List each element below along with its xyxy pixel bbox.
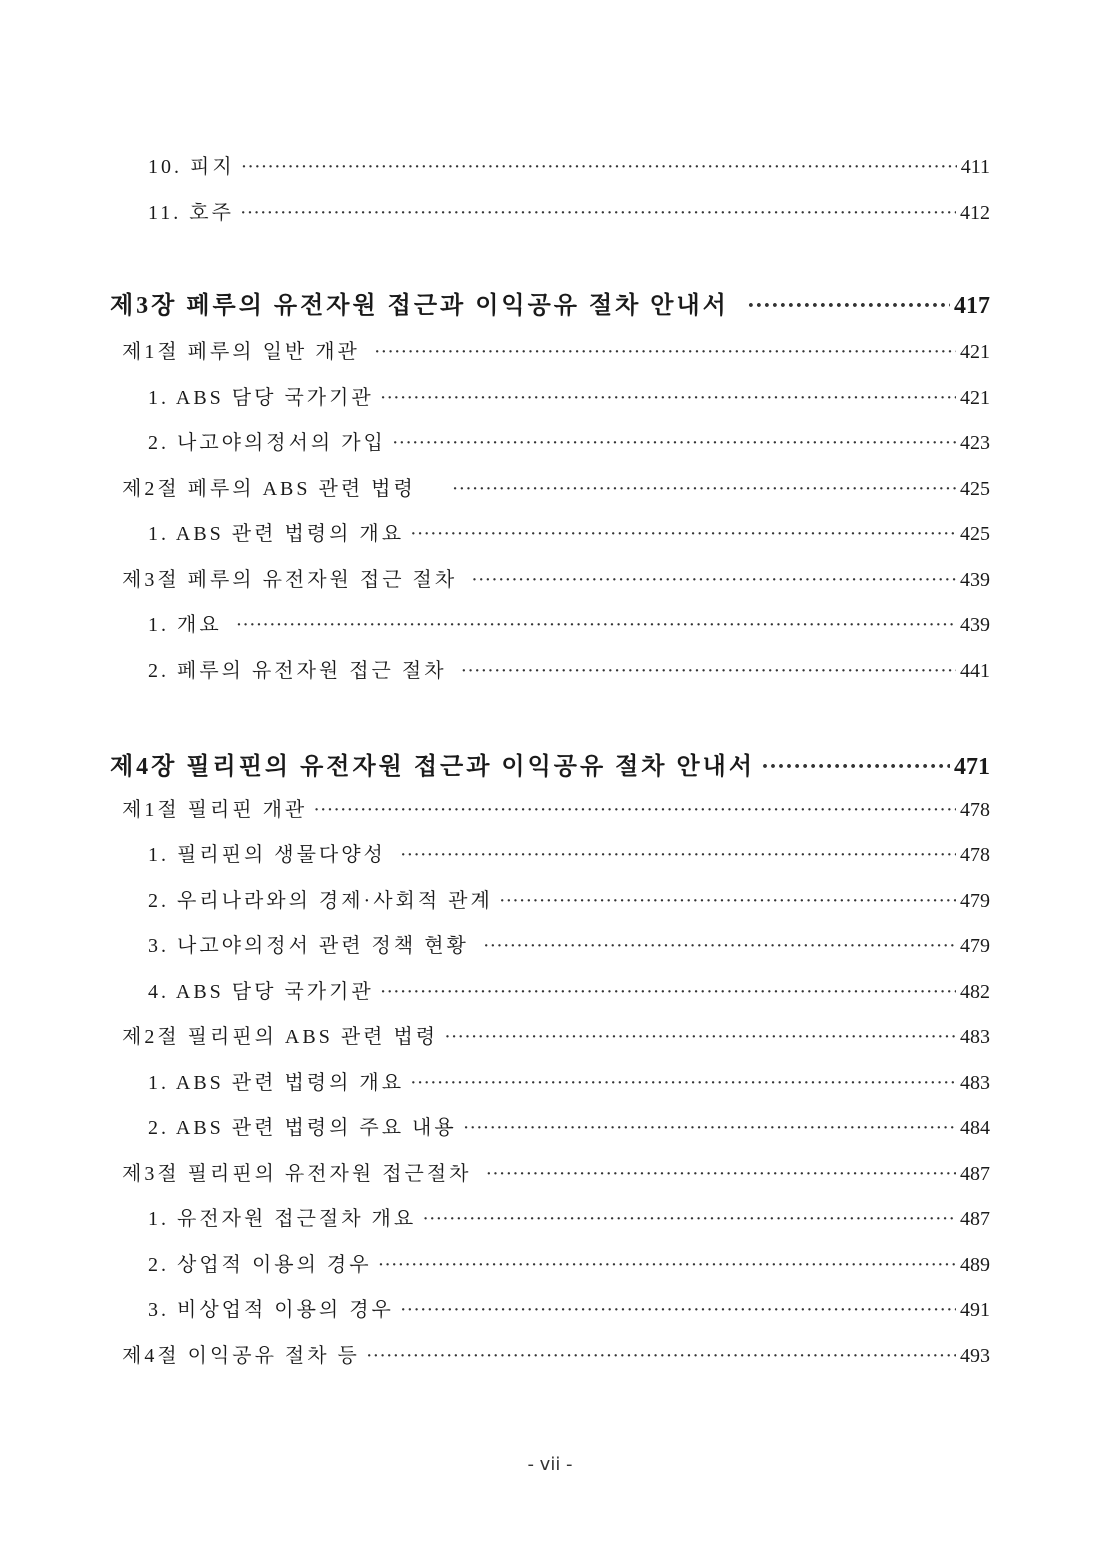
toc-chapter[interactable] [110, 285, 990, 320]
toc-item[interactable] [148, 196, 990, 225]
toc-page-number: 411 [960, 156, 990, 178]
leader-dots [444, 1026, 956, 1049]
toc-item-label: 1. ABS 관련 법령의 개요 [148, 1072, 405, 1094]
leader-dots [463, 1117, 956, 1140]
toc-page-number: 484 [960, 1117, 990, 1139]
toc-item[interactable] [148, 1293, 990, 1322]
leader-dots [485, 1163, 956, 1186]
toc-page-number: 441 [960, 660, 990, 682]
toc-section-label: 제3절 필리핀의 유전자원 접근절차 [122, 1163, 472, 1185]
toc-item[interactable] [148, 884, 990, 913]
toc-item[interactable] [148, 838, 990, 867]
toc-section-label: 제2절 페루의 ABS 관련 법령 [122, 478, 416, 500]
toc-item-label: 2. 상업적 이용의 경우 [148, 1254, 372, 1276]
toc-item[interactable] [148, 608, 990, 637]
toc-section[interactable] [122, 1339, 990, 1368]
toc-page-number: 483 [960, 1026, 990, 1048]
leader-dots [392, 432, 956, 455]
toc-item[interactable] [148, 517, 990, 546]
toc-item[interactable] [148, 150, 990, 179]
toc-page-number: 425 [960, 523, 990, 545]
leader-dots [366, 1345, 956, 1368]
leader-dots [410, 523, 956, 546]
toc-page-number: 439 [960, 614, 990, 636]
toc-page-number: 425 [960, 478, 990, 500]
toc-section-label: 제2절 필리핀의 ABS 관련 법령 [122, 1026, 439, 1048]
toc-section[interactable] [122, 335, 990, 364]
toc-page-number: 471 [954, 754, 990, 780]
toc-page-number: 439 [960, 569, 990, 591]
leader-dots [499, 890, 956, 913]
toc-item-label: 1. ABS 관련 법령의 개요 [148, 523, 405, 545]
leader-dots [483, 935, 956, 958]
toc-page-number: 412 [960, 202, 990, 224]
leader-dots [400, 1299, 956, 1322]
toc-item[interactable] [148, 426, 990, 455]
toc-section[interactable] [122, 472, 990, 501]
leader-dots [380, 387, 956, 410]
toc-chapter[interactable] [110, 746, 990, 781]
toc-page-number: 478 [960, 799, 990, 821]
leader-dots [761, 754, 950, 781]
toc-item-label: 2. 나고야의정서의 가입 [148, 432, 386, 454]
toc-page-number: 483 [960, 1072, 990, 1094]
leader-dots [374, 341, 956, 364]
leader-dots [452, 478, 956, 501]
toc-page-number: 479 [960, 935, 990, 957]
leader-dots [236, 614, 956, 637]
toc-section[interactable] [122, 1020, 990, 1049]
toc-item-label: 10. 피지 [148, 156, 235, 178]
toc-section[interactable] [122, 563, 990, 592]
toc-item[interactable] [148, 1202, 990, 1231]
toc-section-label: 제1절 페루의 일반 개관 [122, 341, 360, 363]
toc-chapter-label: 제3장 페루의 유전자원 접근과 이익공유 절차 안내서 [110, 293, 729, 319]
toc-item[interactable] [148, 381, 990, 410]
leader-dots [241, 156, 957, 179]
toc-item-label: 3. 나고야의정서 관련 정책 현황 [148, 935, 469, 957]
toc-item[interactable] [148, 654, 990, 683]
toc-item[interactable] [148, 1248, 990, 1277]
leader-dots [378, 1254, 956, 1277]
toc-page-number: 482 [960, 981, 990, 1003]
toc-item-label: 1. ABS 담당 국가기관 [148, 387, 374, 409]
leader-dots [471, 569, 956, 592]
toc-item[interactable] [148, 1066, 990, 1095]
toc-section[interactable] [122, 1157, 990, 1186]
toc-page-number: 421 [960, 387, 990, 409]
toc-page-number: 493 [960, 1345, 990, 1367]
toc-item[interactable] [148, 975, 990, 1004]
leader-dots [747, 293, 950, 320]
toc-section-label: 제3절 페루의 유전자원 접근 절차 [122, 569, 458, 591]
toc-section-label: 제4절 이익공유 절차 등 [122, 1345, 360, 1367]
toc-item-label: 11. 호주 [148, 202, 234, 224]
toc-page-number: 423 [960, 432, 990, 454]
toc-page-number: 478 [960, 844, 990, 866]
toc-page-number: 489 [960, 1254, 990, 1276]
toc-item-label: 1. 필리핀의 생물다양성 [148, 844, 386, 866]
leader-dots [410, 1072, 956, 1095]
toc-page-number: 487 [960, 1163, 990, 1185]
leader-dots [400, 844, 956, 867]
toc-item-label: 1. 유전자원 접근절차 개요 [148, 1208, 417, 1230]
toc-item-label: 2. 우리나라와의 경제·사회적 관계 [148, 890, 493, 912]
toc-item-label: 4. ABS 담당 국가기관 [148, 981, 374, 1003]
leader-dots [313, 799, 956, 822]
toc-item-label: 2. 페루의 유전자원 접근 절차 [148, 660, 447, 682]
toc-section-label: 제1절 필리핀 개관 [122, 799, 308, 821]
toc-page-number: 487 [960, 1208, 990, 1230]
toc-chapter-label: 제4장 필리핀의 유전자원 접근과 이익공유 절차 안내서 [110, 754, 756, 780]
toc-item[interactable] [148, 929, 990, 958]
toc-section[interactable] [122, 793, 990, 822]
leader-dots [380, 981, 956, 1004]
toc-item-label: 3. 비상업적 이용의 경우 [148, 1299, 394, 1321]
toc-page-number: 479 [960, 890, 990, 912]
leader-dots [240, 202, 956, 225]
toc-page-number: 417 [954, 293, 990, 319]
toc-page-number: 491 [960, 1299, 990, 1321]
leader-dots [422, 1208, 956, 1231]
page-number-footer: - vii - [527, 1454, 573, 1475]
toc-page-number: 421 [960, 341, 990, 363]
leader-dots [461, 660, 956, 683]
toc-item-label: 1. 개요 [148, 614, 222, 636]
toc-item[interactable] [148, 1111, 990, 1140]
toc-item-label: 2. ABS 관련 법령의 주요 내용 [148, 1117, 457, 1139]
